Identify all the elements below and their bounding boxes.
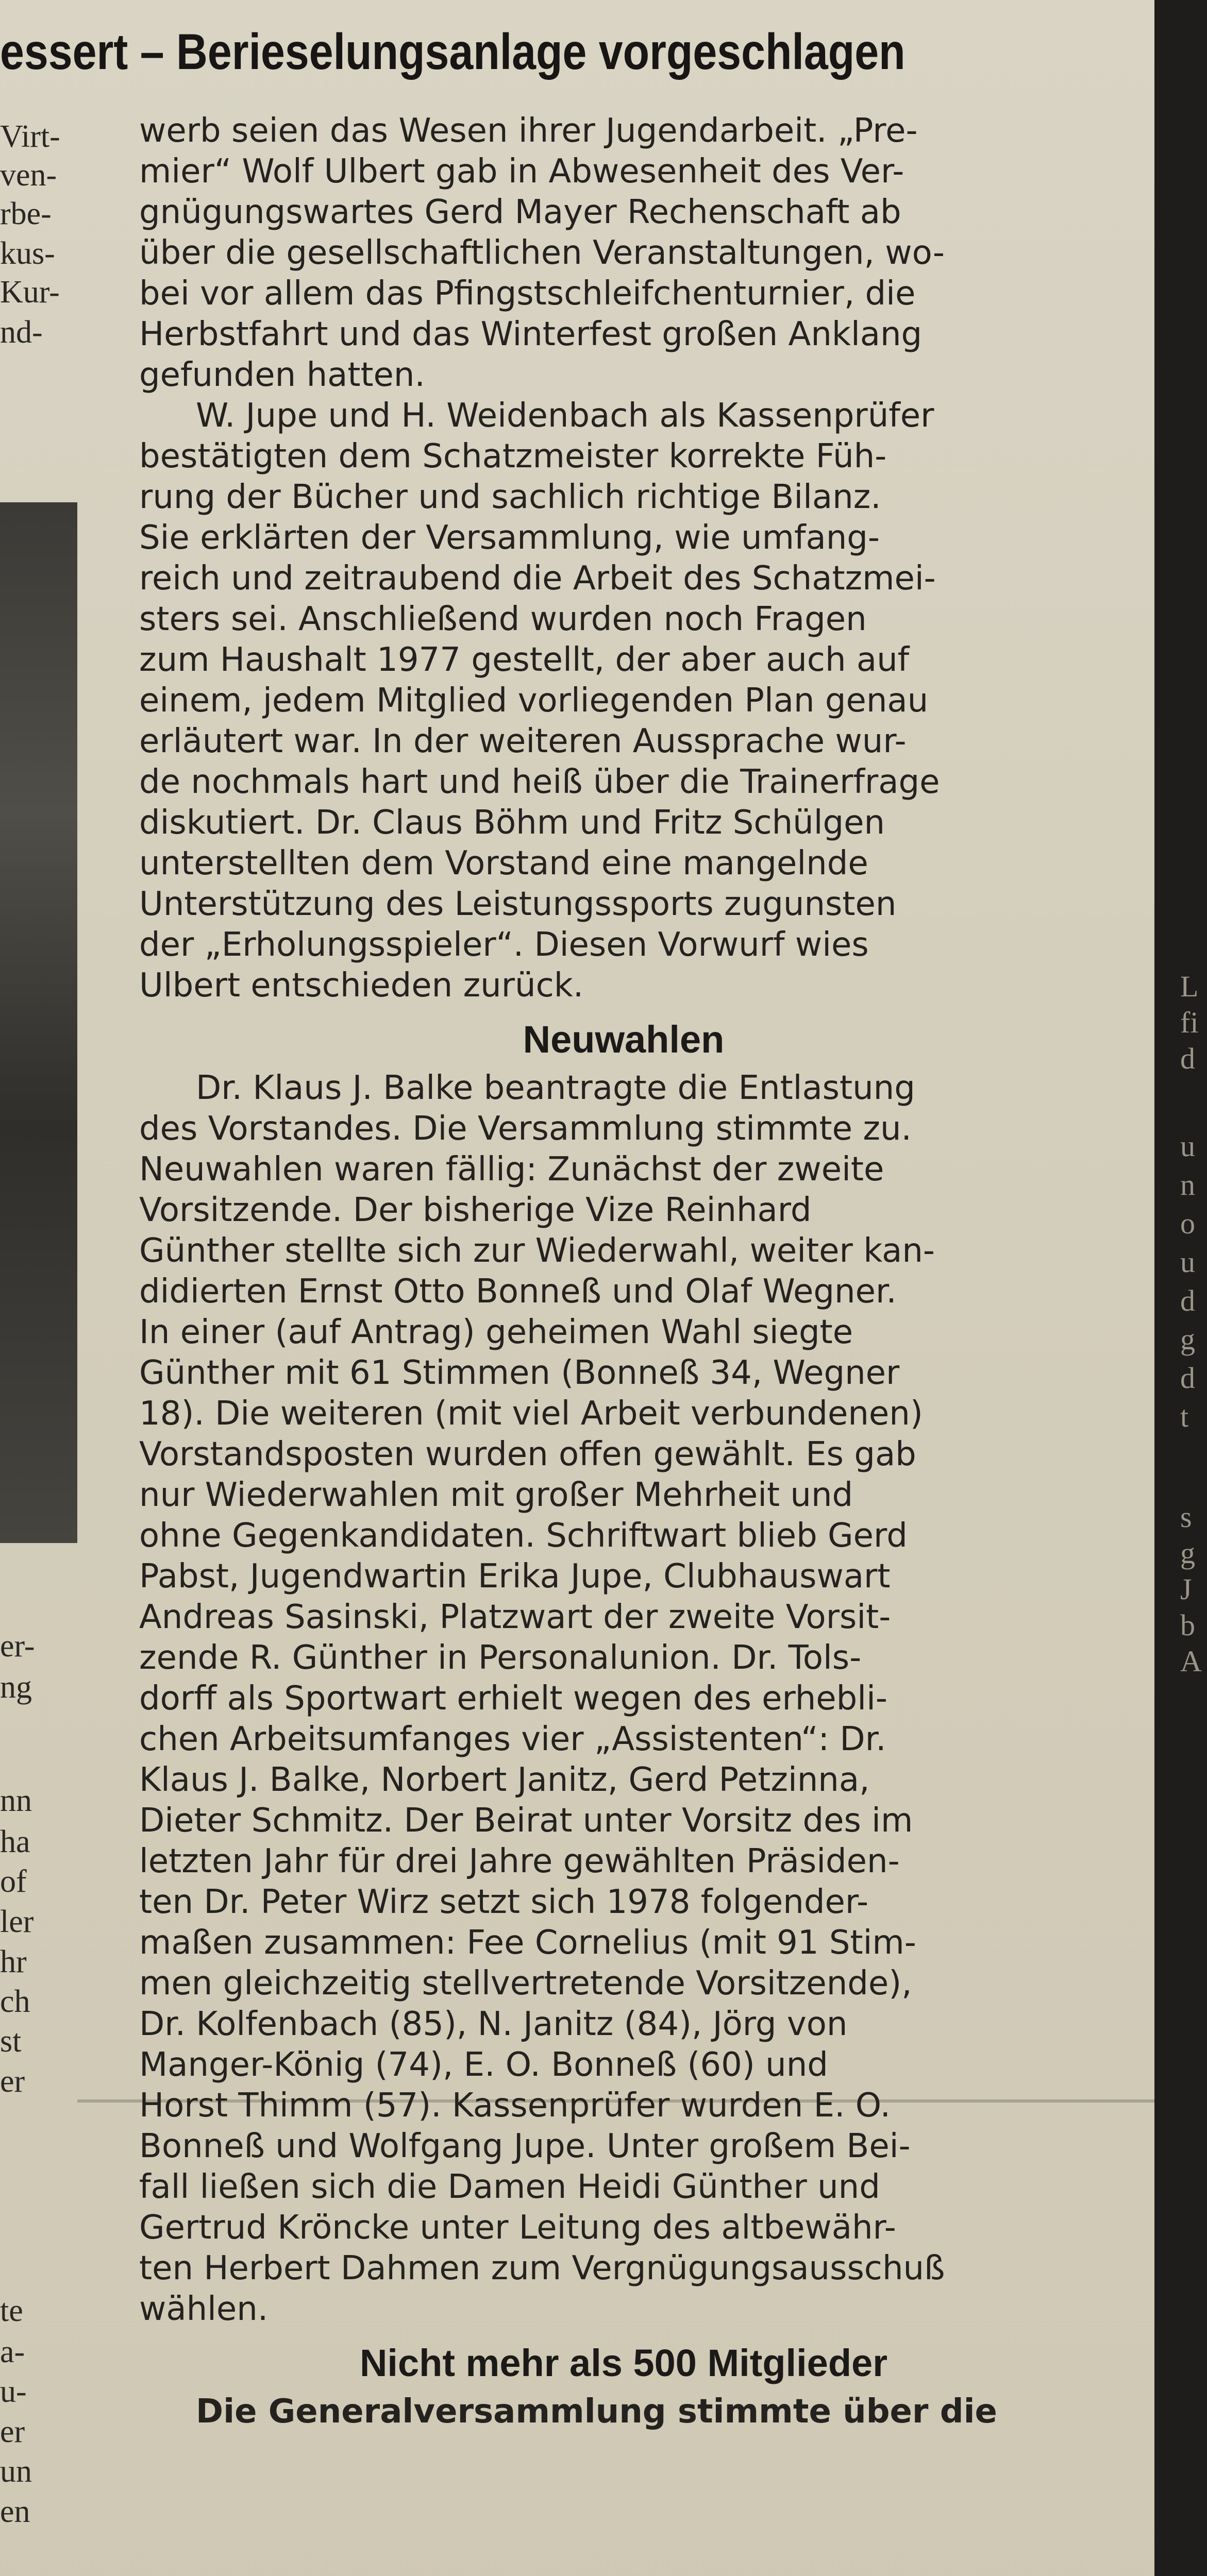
text-line: Horst Thimm (57). Kassenprüfer wurden E. O. (139, 2087, 891, 2125)
text-line: Dr. Klaus J. Balke beantragte die Entlastung (196, 1069, 915, 1107)
text-line: Ulbert entschieden zurück. (139, 967, 584, 1005)
right-fragment: fi (1180, 1006, 1199, 1039)
text-line: wählen. (139, 2290, 269, 2328)
right-fragment: d (1180, 1361, 1195, 1395)
text-line: de nochmals hart und heiß über die Trainerfrage (139, 763, 940, 801)
text-line: bei vor allem das Pfingstschleifchenturnier, die (139, 275, 916, 313)
section-heading: Neuwahlen (523, 1018, 725, 1061)
text-line: über die gesellschaftlichen Veranstaltungen, wo- (139, 234, 945, 272)
text-line: men gleichzeitig stellvertretende Vorsitzende), (139, 1964, 912, 2003)
text-line: diskutiert. Dr. Claus Böhm und Fritz Schülgen (139, 804, 885, 842)
text-line: Günther mit 61 Stimmen (Bonneß 34, Wegner (139, 1354, 900, 1392)
paragraph (139, 1068, 1108, 2330)
left-fragment: ha (0, 1824, 30, 1859)
text-line: Die Generalversammlung stimmte über die (196, 2393, 997, 2431)
adjacent-column-left (0, 98, 77, 2576)
paragraph (139, 396, 1108, 1006)
left-fragment: ch (0, 1984, 30, 2019)
left-fragment: er (0, 2064, 25, 2099)
left-fragment: er (0, 2414, 25, 2449)
right-fragment: d (1180, 1284, 1195, 1317)
text-line: W. Jupe und H. Weidenbach als Kassenprüfer (196, 397, 934, 435)
left-fragment: Kur- (0, 275, 60, 310)
text-line: chen Arbeitsumfanges vier „Assistenten“: Dr. (139, 1720, 886, 1758)
article-body (139, 111, 1108, 2432)
text-line: ten Herbert Dahmen zum Vergnügungsausschuß (139, 2249, 945, 2287)
text-line: ten Dr. Peter Wirz setzt sich 1978 folgender- (139, 1883, 869, 1921)
left-fragment: of (0, 1864, 27, 1899)
article-headline: essert – Berieselungsanlage vorgeschlagen (0, 23, 906, 80)
left-fragment: ler (0, 1904, 34, 1939)
right-fragment: n (1180, 1168, 1195, 1201)
text-line: zum Haushalt 1977 gestellt, der aber auch auf (139, 641, 910, 679)
text-line: dorff als Sportwart erhielt wegen des erhebli- (139, 1680, 887, 1718)
text-line: nur Wiederwahlen mit großer Mehrheit und (139, 1476, 853, 1514)
left-fragment: te (0, 2293, 23, 2328)
text-line: Pabst, Jugendwartin Erika Jupe, Clubhauswart (139, 1557, 891, 1596)
text-line: Bonneß und Wolfgang Jupe. Unter großem Bei- (139, 2127, 911, 2165)
text-line: ohne Gegenkandidaten. Schriftwart blieb Gerd (139, 1517, 908, 1555)
left-fragment: hr (0, 1944, 27, 1979)
right-fragment: u (1180, 1245, 1195, 1279)
paragraph (139, 111, 1108, 396)
left-fragment: kus- (0, 236, 55, 271)
text-line: Vorsitzende. Der bisherige Vize Reinhard (139, 1191, 812, 1229)
text-line: 18). Die weiteren (mit viel Arbeit verbundenen) (139, 1395, 923, 1433)
text-line: des Vorstandes. Die Versammlung stimmte zu. (139, 1110, 912, 1148)
text-line: erläutert war. In der weiteren Aussprache wur- (139, 722, 907, 760)
text-line: Dr. Kolfenbach (85), N. Janitz (84), Jörg von (139, 2005, 848, 2043)
right-fragment: d (1180, 1042, 1195, 1075)
left-fragment: en (0, 2494, 30, 2529)
right-fragment: g (1180, 1323, 1195, 1356)
paragraph (139, 2392, 1108, 2432)
adjacent-column-right (1180, 969, 1207, 1690)
left-fragment: nd- (0, 315, 43, 350)
text-line: Klaus J. Balke, Norbert Janitz, Gerd Petzinna, (139, 1761, 870, 1799)
right-fragment: u (1180, 1129, 1195, 1163)
column-photo (0, 502, 77, 1543)
text-line: letzten Jahr für drei Jahre gewählten Präsiden- (139, 1842, 900, 1880)
section-heading: Nicht mehr als 500 Mitglieder (359, 2342, 887, 2384)
text-line: gnügungswartes Gerd Mayer Rechenschaft ab (139, 193, 901, 231)
right-fragment: s (1180, 1500, 1192, 1534)
text-line: einem, jedem Mitglied vorliegenden Plan genau (139, 682, 929, 720)
left-fragment: un (0, 2454, 32, 2489)
left-fragment: ng (0, 1670, 32, 1705)
left-fragment: rbe- (0, 196, 52, 231)
text-line: Herbstfahrt und das Winterfest großen Anklang (139, 315, 923, 353)
text-line: Sie erklärten der Versammlung, wie umfang- (139, 519, 880, 557)
left-fragment: st (0, 2024, 22, 2059)
right-fragment: L (1180, 970, 1199, 1003)
right-fragment: b (1180, 1608, 1195, 1642)
text-line: mier“ Wolf Ulbert gab in Abwesenheit des Ver- (139, 152, 904, 191)
text-line: Günther stellte sich zur Wiederwahl, weiter kan- (139, 1232, 935, 1270)
text-line: zende R. Günther in Personalunion. Dr. Tols- (139, 1639, 862, 1677)
text-line: fall ließen sich die Damen Heidi Günther und (139, 2168, 880, 2206)
text-line: didierten Ernst Otto Bonneß und Olaf Wegner. (139, 1273, 897, 1311)
text-line: Vorstandsposten wurden offen gewählt. Es gab (139, 1435, 916, 1473)
right-fragment: A (1180, 1645, 1202, 1678)
right-fragment: t (1180, 1400, 1189, 1433)
text-line: bestätigten dem Schatzmeister korrekte Füh- (139, 437, 887, 476)
text-line: maßen zusammen: Fee Cornelius (mit 91 Stim- (139, 1924, 916, 1962)
right-fragment: g (1180, 1536, 1195, 1570)
text-line: unterstellten dem Vorstand eine mangelnde (139, 844, 868, 883)
text-line: Manger-König (74), E. O. Bonneß (60) und (139, 2046, 828, 2084)
text-line: sters sei. Anschließend wurden noch Fragen (139, 600, 867, 638)
text-line: Gertrud Kröncke unter Leitung des altbewähr- (139, 2209, 896, 2247)
left-fragment: u- (0, 2374, 27, 2409)
text-line: Dieter Schmitz. Der Beirat unter Vorsitz des im (139, 1802, 913, 1840)
left-fragment: er- (0, 1629, 35, 1664)
left-fragment: nn (0, 1783, 32, 1818)
text-line: Andreas Sasinski, Platzwart der zweite Vorsit- (139, 1598, 891, 1636)
right-fragment: J (1180, 1572, 1192, 1606)
text-line: der „Erholungsspieler“. Diesen Vorwurf wies (139, 926, 869, 964)
text-line: rung der Bücher und sachlich richtige Bilanz. (139, 478, 881, 516)
left-fragment: ven- (0, 158, 57, 193)
text-line: gefunden hatten. (139, 356, 425, 394)
right-fragment: o (1180, 1207, 1195, 1240)
text-line: In einer (auf Antrag) geheimen Wahl siegte (139, 1313, 853, 1351)
left-fragment: a- (0, 2334, 25, 2369)
text-line: reich und zeitraubend die Arbeit des Schatzmei- (139, 560, 936, 598)
text-line: Unterstützung des Leistungssports zugunsten (139, 885, 897, 923)
text-line: Neuwahlen waren fällig: Zunächst der zweite (139, 1150, 884, 1189)
text-line: werb seien das Wesen ihrer Jugendarbeit. „Pre- (139, 112, 918, 150)
left-fragment: Virt- (0, 119, 60, 154)
